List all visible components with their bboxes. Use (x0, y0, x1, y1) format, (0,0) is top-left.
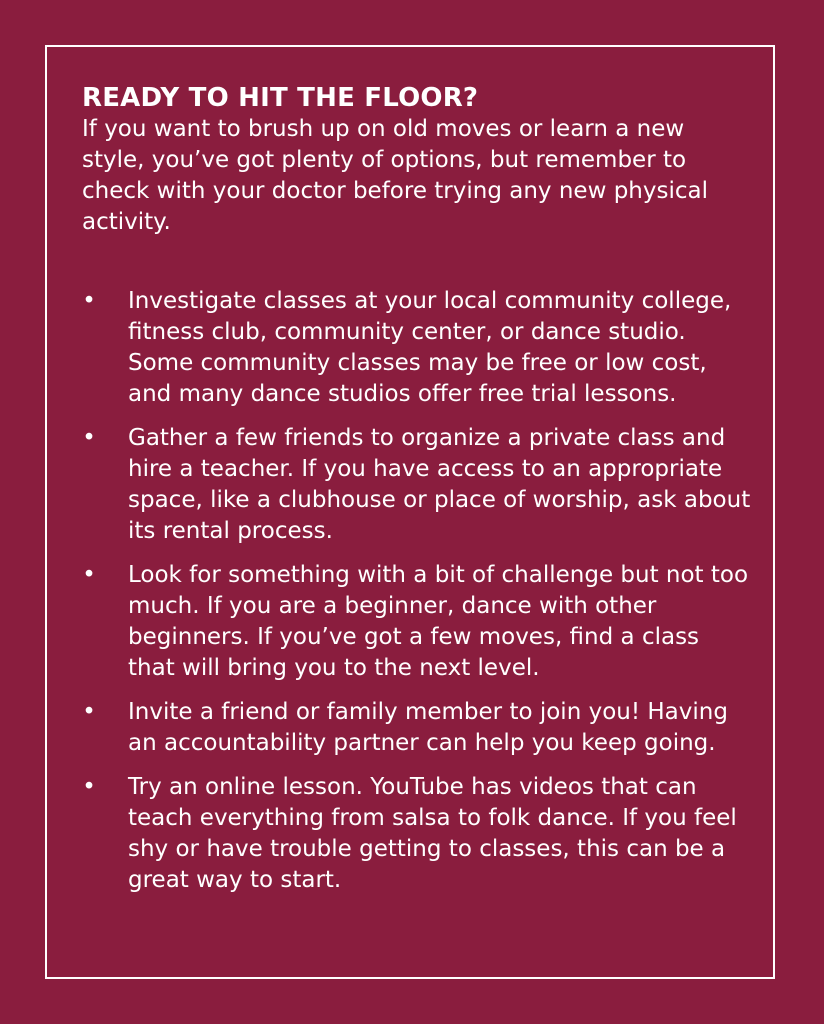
bullet-icon: • (82, 288, 96, 314)
list-item (82, 772, 752, 896)
tip-text: Invite a friend or family member to join you! Having an accountability partner can help you keep going. (128, 699, 728, 756)
bullet-icon: • (82, 699, 96, 725)
card-content (82, 82, 752, 909)
tip-text: Look for something with a bit of challenge but not too much. If you are a beginner, dance with other beginners. If you’ve got a few moves, find a class that will bring you to the next level. (128, 562, 749, 681)
list-item (82, 560, 752, 684)
list-item (82, 423, 752, 547)
bullet-icon: • (82, 425, 96, 451)
tip-text: Investigate classes at your local community college, fitness club, community center, or dance studio. Some community classes may be free or low cost, and many dance studios offer free trial lessons. (128, 288, 732, 407)
info-card (45, 45, 775, 979)
card-title: READY TO HIT THE FLOOR? (82, 83, 479, 113)
tip-text: Try an online lesson. YouTube has videos that can teach everything from salsa to folk dance. If you feel shy or have trouble getting to classes, this can be a great way to start. (128, 774, 737, 893)
tip-text: Gather a few friends to organize a private class and hire a teacher. If you have access to an appropriate space, like a clubhouse or place of worship, ask about its rental process. (128, 425, 751, 544)
bullet-icon: • (82, 774, 96, 800)
list-item (82, 697, 752, 759)
bullet-icon: • (82, 562, 96, 588)
intro-paragraph: If you want to brush up on old moves or learn a new style, you’ve got plenty of options, but remember to check with your doctor before trying any new physical activity. (82, 116, 708, 235)
list-item (82, 286, 752, 410)
tips-list (82, 286, 752, 896)
